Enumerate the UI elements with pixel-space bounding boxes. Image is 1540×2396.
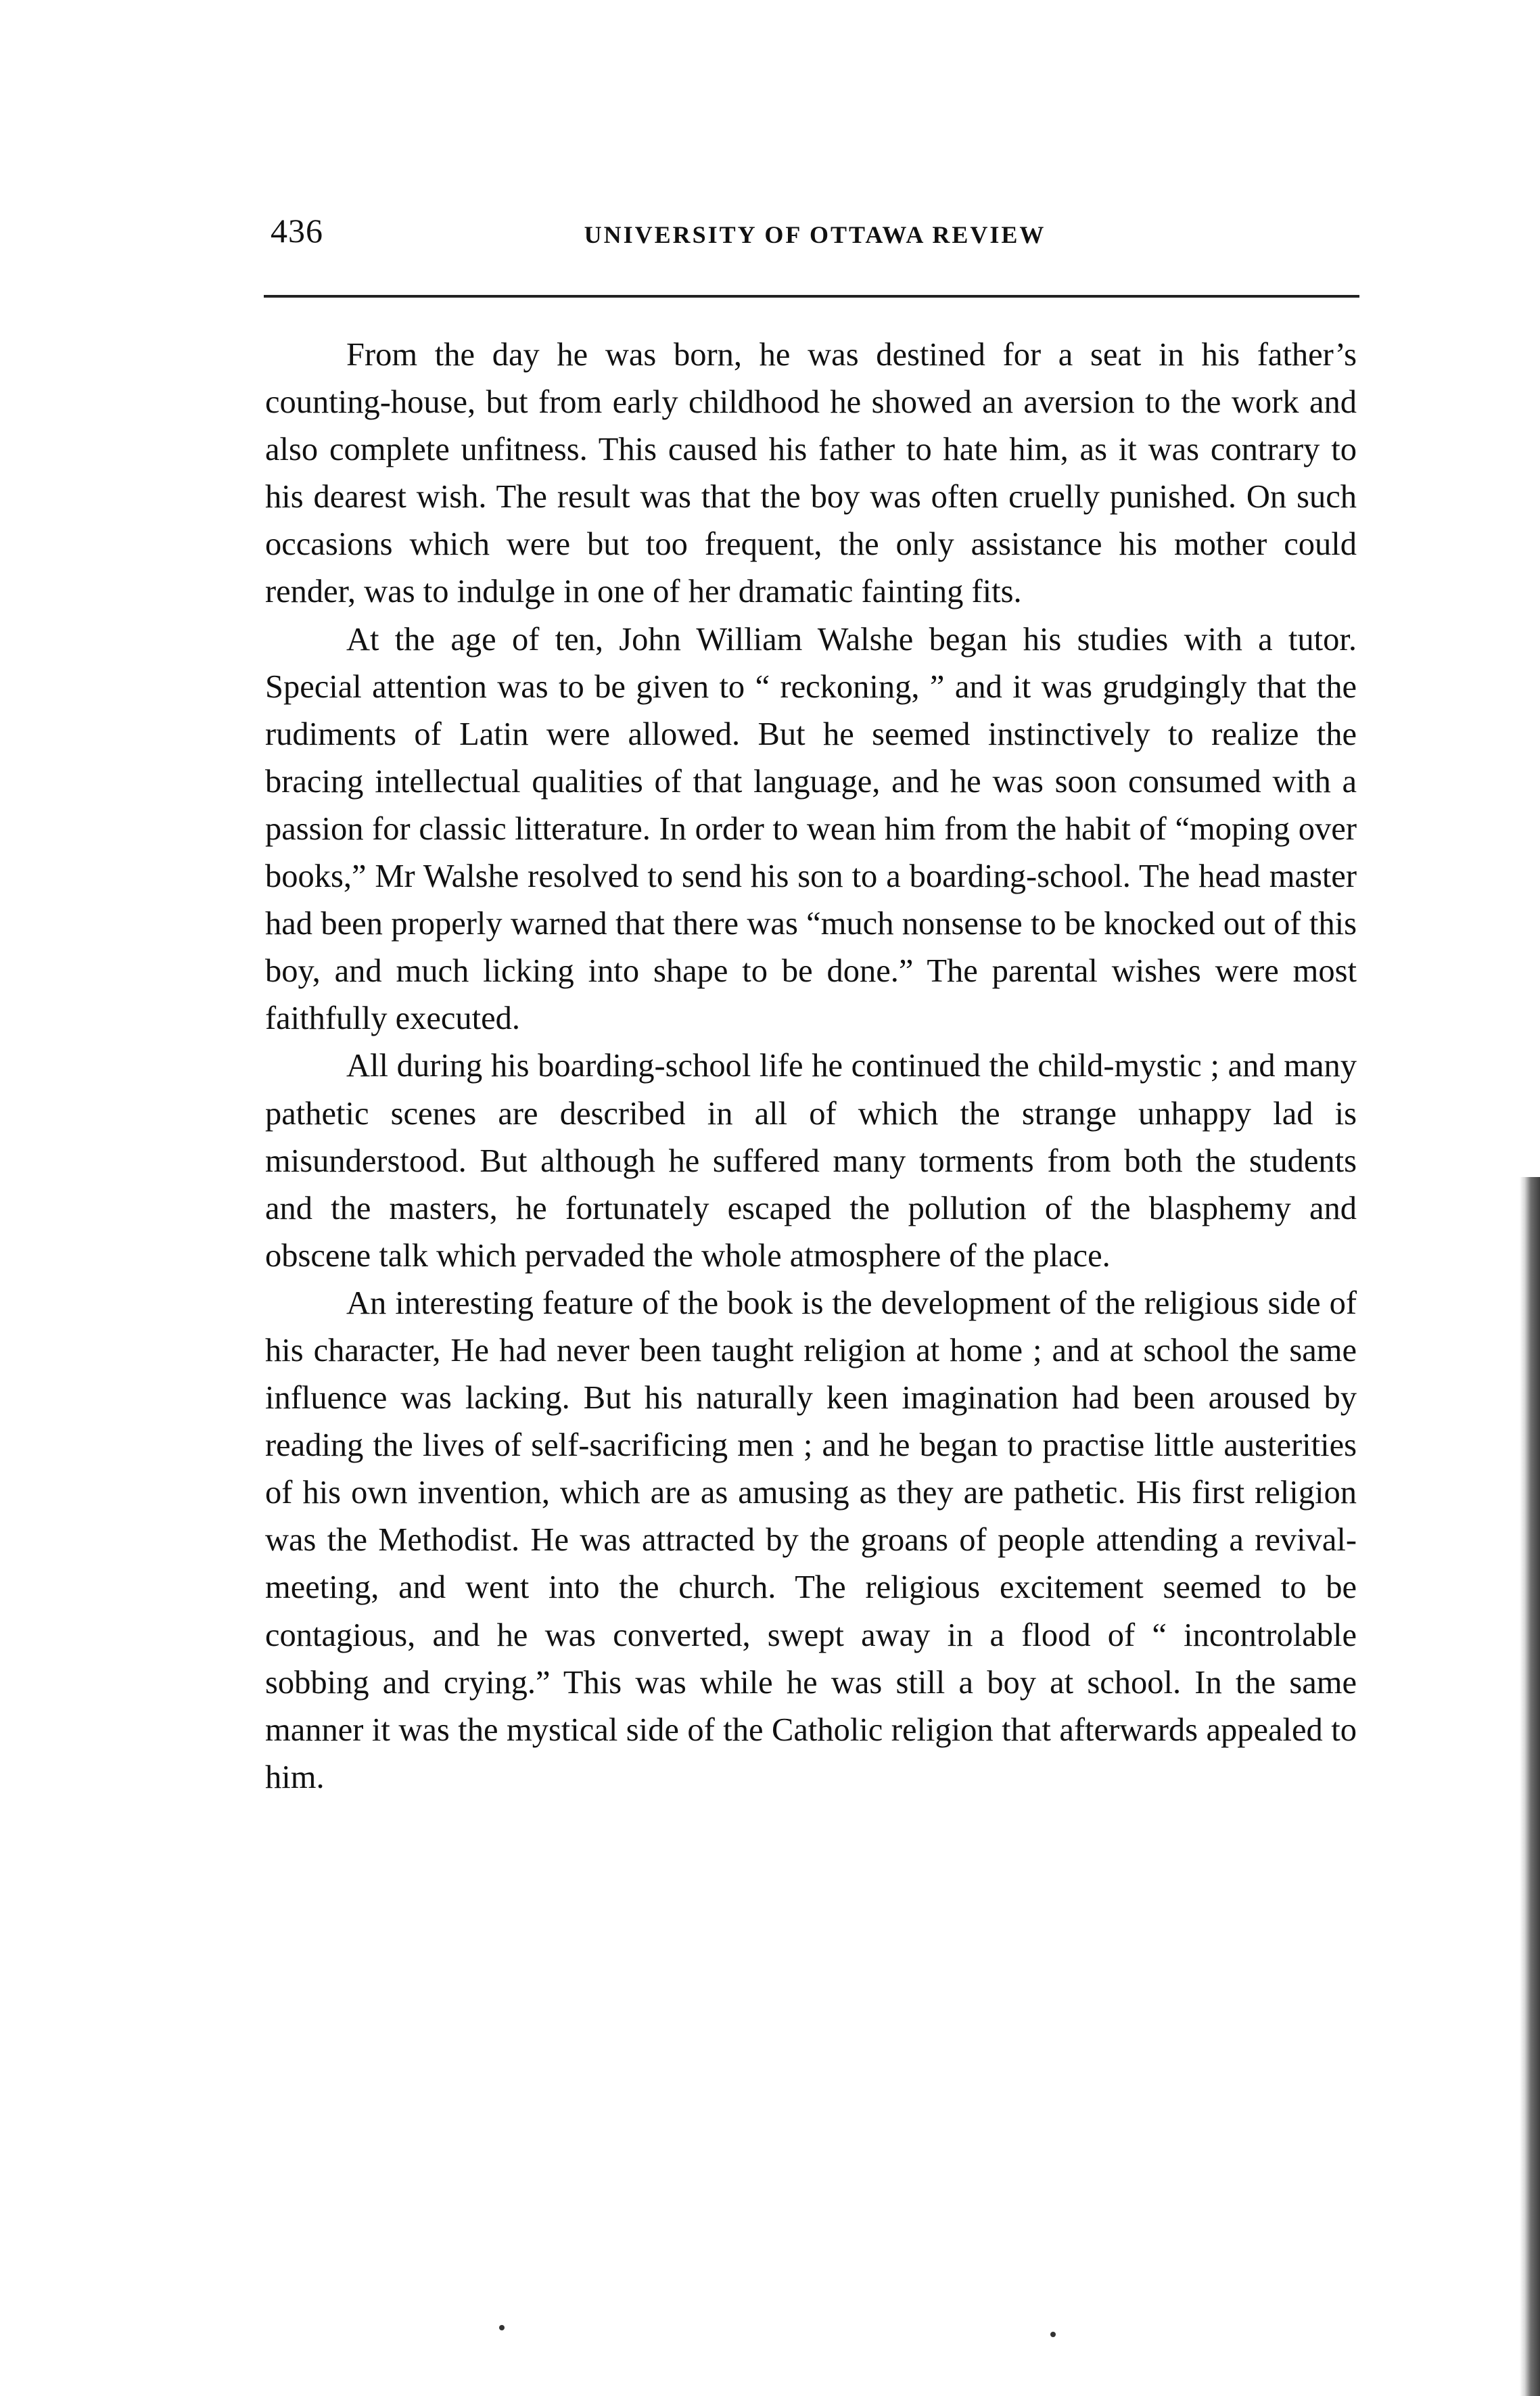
paragraph-4: An interesting feature of the book is the development of the religious side of his character, He had never been taught religion at home ; and at school the same influence was lacking. But his naturally keen imagination had been aroused by reading the lives of self-sacrificing men ; and he began to practise little austerities of his own invention, which are as amusing as they are pathetic. His first religion was the Methodist. He was attracted by the groans of people attending a revival-meeting, and went into the church. The religious excitement seemed to be contagious, and he was converted, swept away in a flood of “ incontrolable sobbing and crying.” This was while he was still a boy at school. In the same manner it was the mystical side of the Catholic religion that afterwards appealed to him. xyxy=(265,1285,1357,1795)
running-head: UNIVERSITY OF OTTAWA REVIEW xyxy=(584,221,1046,248)
scan-speck xyxy=(499,2325,505,2330)
paragraph-3: All during his boarding-school life he continued the child-mystic ; and many pathetic scenes are described in all of which the strange unhappy lad is misunderstood. But although he suffered many torments from both the students and the masters, he fortunately escaped the pollution of the blasphemy and obscene talk which pervaded the whole atmosphere of the place. xyxy=(265,1048,1357,1274)
paragraph-1: From the day he was born, he was destined for a seat in his father’s counting-house, but from early childhood he showed an aversion to the work and also complete unfitness. This caused his father to hate him, as it was contrary to his dearest wish. The result was that the boy was often cruelly punished. On such occasions which were but too frequent, the only assistance his mother could render, was to indulge in one of her dramatic fainting fits. xyxy=(265,337,1357,610)
header-rule xyxy=(264,295,1359,298)
scanned-page-edge xyxy=(1520,1177,1540,2396)
scan-speck xyxy=(1050,2332,1056,2337)
page-number: 436 xyxy=(271,212,323,250)
page-header xyxy=(271,203,1359,257)
article-body xyxy=(265,331,1357,1801)
paragraph-2: At the age of ten, John William Walshe began his studies with a tutor. Special attention was to be given to “ reckoning, ” and it was grudgingly that the rudiments of Latin were allowed. But he seemed instinctively to realize the bracing intellectual qualities of that language, and he was soon consumed with a passion for classic litterature. In order to wean him from the habit of “moping over books,” Mr Walshe resolved to send his son to a boarding-school. The head master had been properly warned that there was “much nonsense to be knocked out of this boy, and much licking into shape to be done.” The parental wishes were most faithfully executed. xyxy=(265,621,1357,1037)
